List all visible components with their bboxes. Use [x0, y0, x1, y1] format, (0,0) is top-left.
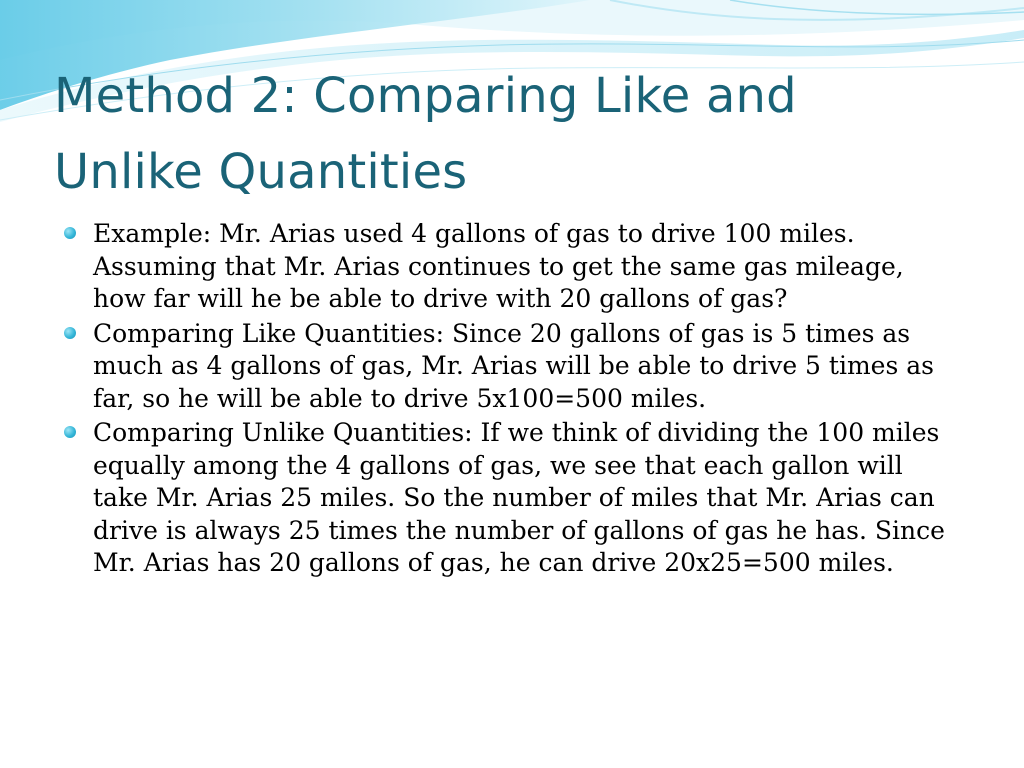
- bullet-text: Comparing Unlike Quantities: If we think of dividing the 100 miles equally among the 4 gallons of gas, we see that each gallon will take Mr. Arias 25 miles. So the number of miles that Mr. Arias can drive is always 25 times the number of gallons of gas he has. Since Mr. Arias has 20 gallons of gas, he can drive 20x25=500 miles.: [93, 418, 945, 577]
- bullet-item-example: [60, 218, 960, 316]
- bullet-text: Comparing Like Quantities: Since 20 gallons of gas is 5 times as much as 4 gallons of gas, Mr. Arias will be able to drive 5 times as far, so he will be able to drive 5x100=500 miles.: [93, 318, 934, 413]
- bullet-dot-icon: [64, 327, 76, 339]
- bullet-item-like-quantities: [60, 318, 960, 416]
- title-line-2: Unlike Quantities: [54, 144, 468, 200]
- bullet-text: Example: Mr. Arias used 4 gallons of gas to drive 100 miles. Assuming that Mr. Arias continues to get the same gas mileage, how far will he be able to drive with 20 gallons of gas?: [93, 219, 904, 313]
- bullet-list: [60, 218, 960, 582]
- bullet-dot-icon: [64, 426, 76, 438]
- slide-title: [54, 58, 974, 210]
- bullet-dot-icon: [64, 227, 76, 239]
- bullet-item-unlike-quantities: [60, 417, 960, 580]
- title-line-1: Method 2: Comparing Like and: [54, 68, 797, 124]
